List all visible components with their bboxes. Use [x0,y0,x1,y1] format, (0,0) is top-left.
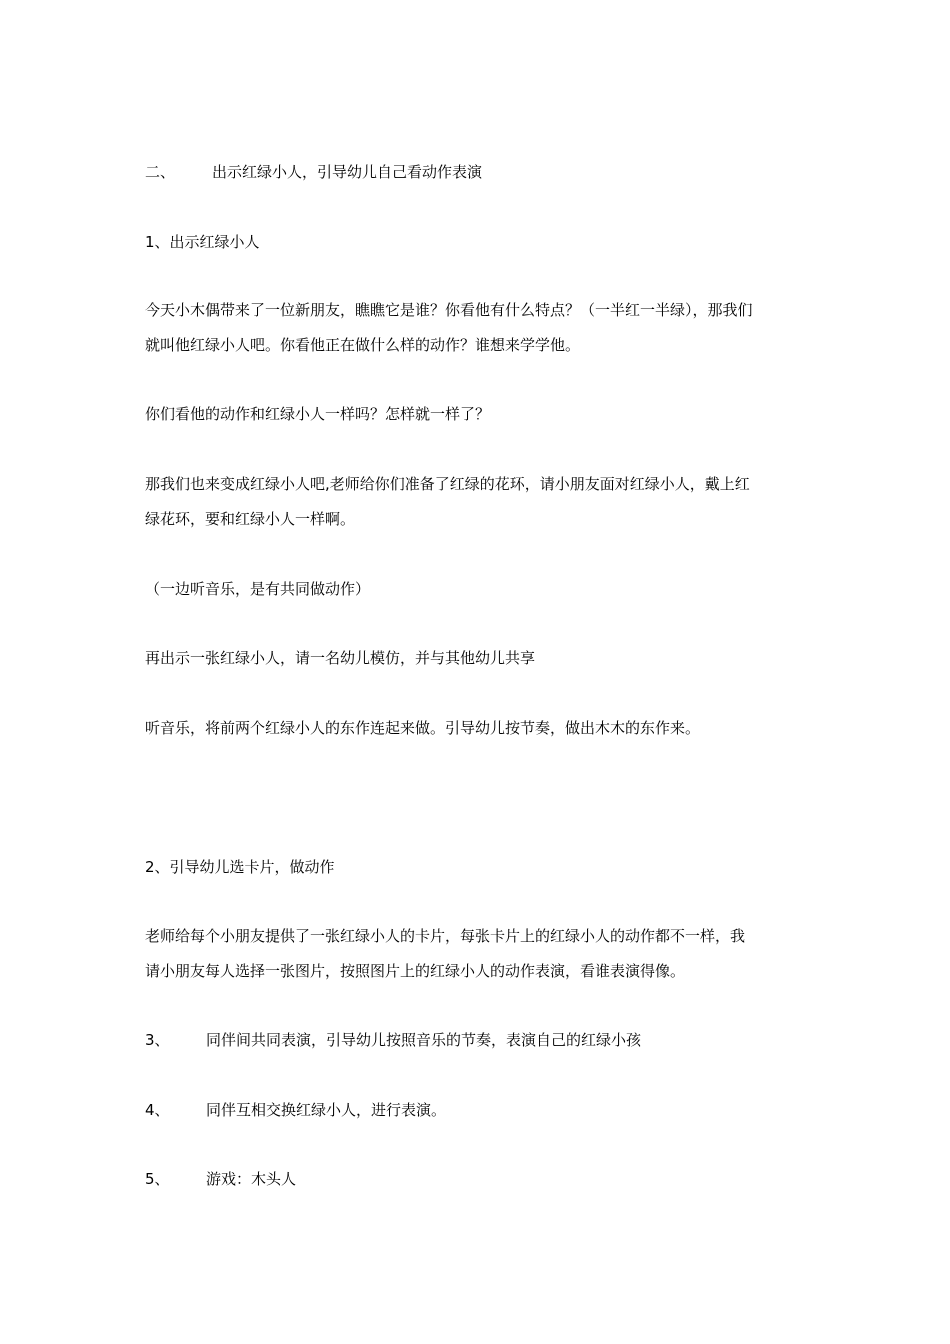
step3-text: 同伴间共同表演，引导幼儿按照音乐的节奏，表演自己的红绿小孩 [206,1031,642,1049]
section-number: 二、 [145,163,176,181]
section-heading [145,155,815,190]
step2-line2: 请小朋友每人选择一张图片，按照图片上的红绿小人的动作表演，看谁表演得像。 [145,962,686,980]
step1-combine: 听音乐，将前两个红绿小人的东作连起来做。引导幼儿按节奏，做出木木的东作来。 [145,719,701,737]
section-heading-text: 出示红绿小人，引导幼儿自己看动作表演 [212,163,483,181]
step4-item [145,1093,815,1128]
step2-line1: 老师给每个小朋友提供了一张红绿小人的卡片，每张卡片上的红绿小人的动作都不一样，我 [145,927,746,945]
step2-paragraph [145,919,815,989]
step5-item [145,1162,815,1197]
step4-text: 同伴互相交换红绿小人，进行表演。 [206,1101,447,1119]
step1-intro-line2: 就叫他红绿小人吧。你看他正在做什么样的动作？谁想来学学他。 [145,336,581,354]
step1-intro-paragraph [145,293,815,363]
step1-second-card: 再出示一张红绿小人，请一名幼儿模仿，并与其他幼儿共享 [145,649,536,667]
step1-wreath-line2: 绿花环，要和红绿小人一样啊。 [145,510,356,528]
step3-item [145,1023,815,1058]
step1-intro-line1: 今天小木偶带来了一位新朋友，瞧瞧它是谁？你看他有什么特点？（一半红一半绿），那我们 [145,301,753,319]
step1-wreath-paragraph [145,467,815,537]
step1-music-note: （一边听音乐，是有共同做动作） [145,580,371,598]
step3-number: 3、 [145,1031,170,1049]
step2-title: 2、引导幼儿选卡片，做动作 [145,858,335,876]
step5-text: 游戏：木头人 [206,1170,297,1188]
step1-question: 你们看他的动作和红绿小人一样吗？怎样就一样了？ [145,405,491,423]
step1-title: 1、出示红绿小人 [145,233,260,251]
step5-number: 5、 [145,1170,170,1188]
step4-number: 4、 [145,1101,170,1119]
step1-wreath-line1: 那我们也来变成红绿小人吧,老师给你们准备了红绿的花环，请小朋友面对红绿小人，戴上红 [145,475,750,493]
